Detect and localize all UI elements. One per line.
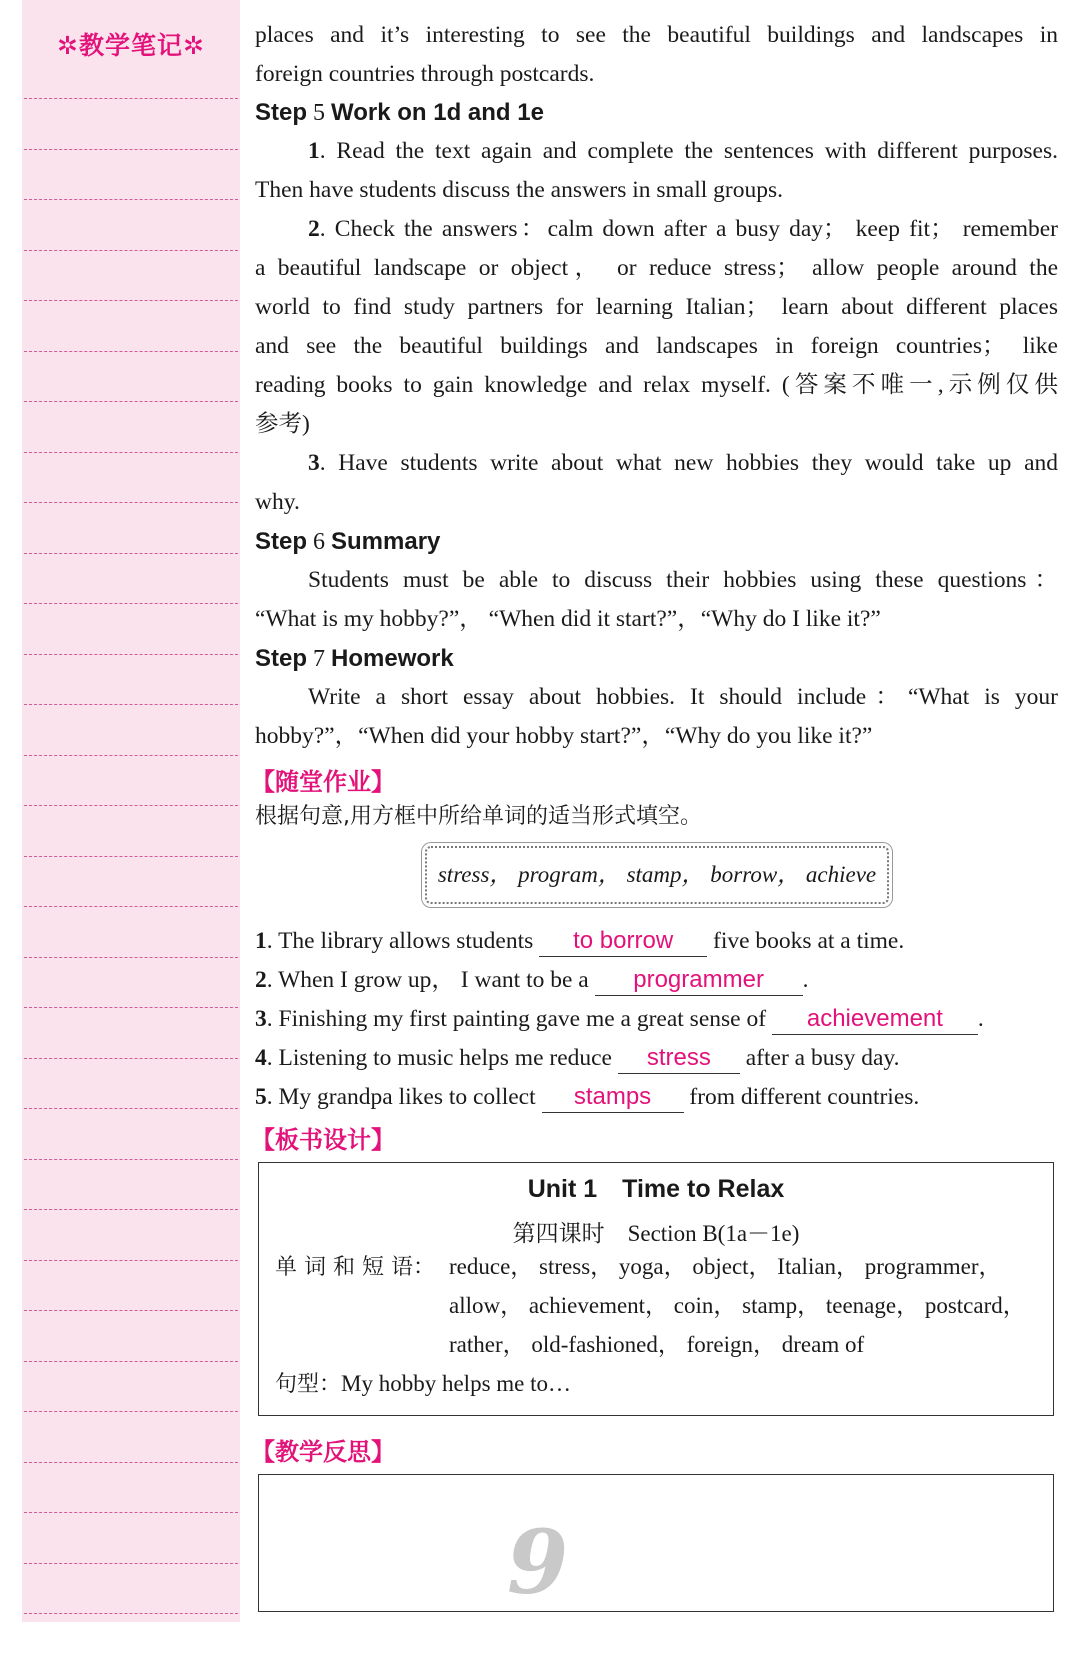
board-pattern: 句型：My hobby helps me to… xyxy=(275,1371,572,1397)
step5-item2-line1: 2. Check the answers：calm down after a busy day； keep fit； remember xyxy=(308,216,1058,242)
word-box xyxy=(425,846,889,904)
reflection-label: 【教学反思】 xyxy=(251,1438,395,1466)
board-words-line2: allow， achievement， coin， stamp， teenage， postcard， xyxy=(449,1293,1026,1318)
notes-dashed-line xyxy=(24,149,238,150)
reflection-box xyxy=(258,1474,1054,1612)
step5-item3-line2: why. xyxy=(255,489,300,515)
notes-dashed-line xyxy=(24,502,238,503)
step7-line2: hobby?”，“When did your hobby start?”，“Why do you like it?” xyxy=(255,723,873,749)
notes-dashed-line xyxy=(24,1462,238,1463)
notes-dashed-line xyxy=(24,199,238,200)
step5-heading xyxy=(255,93,544,133)
notes-dashed-line xyxy=(24,1361,238,1362)
answer-blank-4: stress xyxy=(618,1043,740,1074)
board-words-line1: reduce， stress， yoga， object， Italian， programmer， xyxy=(449,1254,1002,1279)
page-number: 9 xyxy=(507,1510,569,1614)
notes-dashed-line xyxy=(24,351,238,352)
step6-num: 6 xyxy=(313,529,326,555)
notes-dashed-line xyxy=(24,1007,238,1008)
notes-dashed-line xyxy=(24,1512,238,1513)
notes-dashed-line xyxy=(24,1310,238,1311)
step5-item1-line1: 1. Read the text again and complete the sentences with different purposes. xyxy=(308,138,1058,164)
notes-dashed-line xyxy=(24,805,238,806)
answer-blank-3: achievement xyxy=(772,1004,978,1035)
step6-line2: “What is my hobby?”， “When did it start?”，“Why do I like it?” xyxy=(255,606,881,632)
step5-title: Work on 1d and 1e xyxy=(331,99,544,126)
notes-dashed-line xyxy=(24,300,238,301)
notes-dashed-line xyxy=(24,98,238,99)
notes-dashed-line xyxy=(24,957,238,958)
step5-item2-line3: world to find study partners for learning Italian； learn about different places xyxy=(255,294,1058,320)
board-subtitle: 第四课时 Section B(1a－1e) xyxy=(512,1221,800,1246)
notes-dashed-line xyxy=(24,755,238,756)
answer-blank-5: stamps xyxy=(542,1082,684,1113)
notes-dashed-line xyxy=(24,1411,238,1412)
board-words-line3: rather， old-fashioned， foreign， dream of xyxy=(449,1332,865,1357)
answer-blank-1: to borrow xyxy=(539,926,707,957)
notes-dashed-line xyxy=(24,452,238,453)
homework-label: 【随堂作业】 xyxy=(251,768,395,796)
board-words-label: 单 词 和 短 语： xyxy=(275,1255,435,1280)
notes-dashed-line xyxy=(24,856,238,857)
exercise-5: 5. My grandpa likes to collect stamps from different countries. xyxy=(255,1078,919,1117)
notes-dashed-line xyxy=(24,704,238,705)
step6-word: Step xyxy=(255,528,308,555)
notes-dashed-line xyxy=(24,1260,238,1261)
notes-dashed-line xyxy=(24,654,238,655)
board-label: 【板书设计】 xyxy=(251,1126,395,1154)
step7-title: Homework xyxy=(331,645,454,672)
notes-dashed-line xyxy=(24,906,238,907)
homework-instruction: 根据句意,用方框中所给单词的适当形式填空。 xyxy=(255,804,702,829)
exercise-4: 4. Listening to music helps me reduce stress after a busy day. xyxy=(255,1039,900,1078)
exercise-2: 2. When I grow up， I want to be a programmer . xyxy=(255,961,808,1000)
notes-dashed-line xyxy=(24,1209,238,1210)
intro-line-2: foreign countries through postcards. xyxy=(255,61,595,87)
notes-dashed-line xyxy=(24,250,238,251)
step7-word: Step xyxy=(255,645,308,672)
step5-item3-line1: 3. Have students write about what new hobbies they would take up and xyxy=(308,450,1058,476)
step7-heading xyxy=(255,639,454,679)
notes-dashed-line xyxy=(24,1108,238,1109)
exercise-1: 1. The library allows students to borrow five books at a time. xyxy=(255,922,904,961)
exercise-3: 3. Finishing my first painting gave me a great sense of achievement . xyxy=(255,1000,984,1039)
step5-word: Step xyxy=(255,99,308,126)
step6-title: Summary xyxy=(331,528,441,555)
notes-dashed-line xyxy=(24,1563,238,1564)
step5-item1-line2: Then have students discuss the answers in small groups. xyxy=(255,177,784,203)
step7-line1: Write a short essay about hobbies. It should include：“What is your xyxy=(308,684,1058,710)
step6-heading xyxy=(255,522,440,562)
board-title: Unit 1 Time to Relax xyxy=(527,1175,785,1203)
notes-dashed-line xyxy=(24,401,238,402)
notes-dashed-line xyxy=(24,553,238,554)
step6-line1: Students must be able to discuss their hobbies using these questions： xyxy=(308,567,1058,593)
step5-item2-line4: and see the beautiful buildings and landscapes in foreign countries； like xyxy=(255,333,1058,359)
step5-item2-line2: a beautiful landscape or object， or reduce stress； allow people around the xyxy=(255,255,1058,281)
step5-num: 5 xyxy=(313,100,326,126)
step7-num: 7 xyxy=(313,646,326,672)
word-box-words: stress， program， stamp， borrow， achieve xyxy=(437,862,877,887)
intro-line-1: places and it’s interesting to see the beautiful buildings and landscapes in xyxy=(255,22,1058,48)
notes-dashed-line xyxy=(24,1613,238,1614)
notes-dashed-line xyxy=(24,603,238,604)
notes-dashed-line xyxy=(24,1159,238,1160)
answer-blank-2: programmer xyxy=(595,965,803,996)
notes-dashed-line xyxy=(24,1058,238,1059)
board-design-box xyxy=(258,1162,1054,1416)
step5-item2-line6: 参考) xyxy=(255,411,310,437)
notes-column xyxy=(22,0,240,1622)
notes-title: ✲教学笔记✲ xyxy=(57,31,205,60)
step5-item2-line5: reading books to gain knowledge and relax myself. (答案不唯一,示例仅供 xyxy=(255,372,1058,398)
